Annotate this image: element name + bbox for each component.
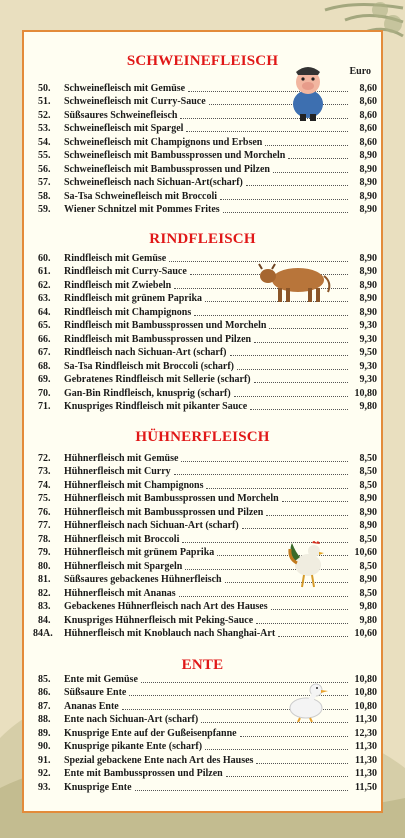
menu-item-number: 82. (38, 587, 51, 599)
menu-item-name: Süßsaures gebackenes Hühnerfleisch (64, 574, 222, 585)
menu-item-row (24, 332, 381, 346)
menu-item-name: Ananas Ente (64, 700, 119, 712)
menu-item-number: 67. (38, 347, 51, 358)
menu-item-price: 8,50 (359, 587, 377, 599)
pig-chef-illustration (282, 64, 334, 122)
menu-item-name: Knusprige Ente auf der Gußeisenpfanne (64, 727, 237, 739)
menu-item-name: Schweinefleisch mit Spargel (64, 123, 184, 134)
menu-item-price: 8,90 (359, 150, 377, 161)
menu-item-price: 8,60 (359, 82, 377, 94)
menu-item-name: Spezial gebackene Ente nach Art des Hauses (64, 754, 254, 766)
dot-leader (220, 199, 348, 200)
menu-item-name: Knusprige Ente (64, 781, 132, 793)
menu-item-name: Ente mit Bambussprossen und Pilzen (64, 768, 223, 779)
menu-item-number: 81. (38, 574, 51, 585)
menu-item-price: 11,30 (355, 754, 377, 766)
menu-item-number: 84. (38, 614, 51, 626)
menu-item-number: 61. (38, 266, 51, 277)
dot-leader (266, 515, 348, 516)
menu-item-price: 10,80 (354, 673, 377, 685)
menu-item-price: 8,90 (359, 506, 377, 518)
menu-item-price: 8,90 (359, 306, 377, 318)
menu-item-price: 8,90 (359, 177, 377, 188)
menu-item-name: Rindfleisch mit Bambussprossen und Pilzen (64, 333, 252, 345)
menu-item-price: 8,50 (359, 466, 377, 477)
menu-item-row (24, 613, 381, 627)
menu-item-name: Hühnerfleisch mit Bambussprossen und Pilzen (64, 506, 264, 518)
menu-item-name: Rindfleisch mit Bambussprossen und Morcheln (64, 320, 267, 331)
menu-item-number: 68. (38, 360, 51, 372)
menu-item-price: 8,90 (359, 493, 377, 504)
dot-leader (240, 736, 348, 737)
menu-item-number: 83. (38, 601, 51, 612)
dot-leader (206, 488, 348, 489)
menu-item-number: 71. (38, 401, 51, 412)
menu-item-price: 8,90 (359, 574, 377, 585)
menu-item-row (24, 505, 381, 519)
menu-item-price: 8,60 (359, 109, 377, 121)
dot-leader (201, 722, 348, 723)
menu-item-name: Knuspriges Rindfleisch mit pikanter Sauce (64, 401, 248, 412)
menu-item-price: 10,80 (354, 700, 377, 712)
menu-item-number: 78. (38, 533, 51, 545)
section-title-huehnerfleisch: HÜHNERFLEISCH (135, 429, 270, 445)
menu-item-row (24, 492, 381, 506)
menu-item-row (24, 780, 381, 794)
dot-leader (135, 790, 348, 791)
menu-item-row (24, 451, 381, 465)
dot-leader (273, 172, 348, 173)
duck-illustration (284, 678, 330, 722)
dot-leader (278, 636, 348, 637)
menu-item-number: 60. (38, 252, 51, 264)
menu-item-price: 8,60 (359, 123, 377, 134)
menu-item-name: Rindfleisch mit grünem Paprika (64, 293, 203, 304)
menu-item-name: Hühnerfleisch mit Curry (64, 466, 171, 477)
menu-item-price: 12,30 (354, 727, 377, 739)
dot-leader (256, 763, 348, 764)
menu-item-name: Hühnerfleisch mit Knoblauch nach Shanghai-Art (64, 628, 276, 639)
menu-item-number: 84A. (33, 628, 53, 639)
menu-item-number: 58. (38, 190, 51, 202)
menu-item-row (24, 359, 381, 373)
menu-item-row (24, 519, 381, 533)
menu-item-number: 66. (38, 333, 51, 345)
menu-item-name: Hühnerfleisch mit Ananas (64, 587, 176, 599)
dot-leader (174, 474, 348, 475)
menu-item-price: 8,90 (359, 266, 377, 277)
menu-item-price: 9,80 (359, 601, 377, 612)
menu-item-row (24, 465, 381, 479)
menu-item-number: 65. (38, 320, 51, 331)
dot-leader (250, 409, 348, 410)
menu-item-number: 92. (38, 768, 51, 779)
menu-item-name: Süßsaures Schweinefleisch (64, 109, 178, 121)
menu-item-number: 70. (38, 387, 51, 399)
menu-item-row (24, 346, 381, 360)
dot-leader (269, 328, 348, 329)
menu-item-name: Knuspriges Hühnerfleisch mit Peking-Sauce (64, 614, 254, 626)
menu-item-name: Hühnerfleisch mit grünem Paprika (64, 547, 215, 558)
dot-leader (271, 609, 348, 610)
menu-item-name: Hühnerfleisch mit Gemüse (64, 452, 179, 464)
dot-leader (265, 145, 348, 146)
menu-item-number: 88. (38, 714, 51, 725)
dot-leader (226, 776, 348, 777)
menu-item-name: Gebackenes Hühnerfleisch nach Art des Hauses (64, 601, 268, 612)
menu-item-price: 11,50 (355, 781, 377, 793)
menu-item-name: Schweinefleisch nach Sichuan-Art(scharf) (64, 177, 243, 188)
menu-item-row (24, 203, 381, 217)
menu-item-number: 57. (38, 177, 51, 188)
menu-item-number: 93. (38, 781, 51, 793)
menu-item-price: 8,90 (359, 204, 377, 215)
menu-item-name: Sa-Tsa Schweinefleisch mit Broccoli (64, 190, 218, 202)
menu-item-name: Knusprige pikante Ente (scharf) (64, 741, 203, 752)
section-title-schweinefleisch: SCHWEINEFLEISCH (126, 53, 279, 69)
currency-label: Euro (349, 66, 371, 77)
menu-item-number: 72. (38, 452, 51, 464)
menu-item-number: 80. (38, 560, 51, 572)
menu-item-name: Gan-Bin Rindfleisch, knusprig (scharf) (64, 387, 231, 399)
menu-item-name: Schweinefleisch mit Bambussprossen und Morcheln (64, 150, 286, 161)
menu-item-price: 9,30 (359, 320, 377, 331)
menu-item-price: 10,60 (354, 628, 377, 639)
dot-leader (254, 342, 348, 343)
menu-item-name: Süßsaure Ente (64, 687, 127, 698)
dot-leader (179, 596, 348, 597)
menu-item-number: 89. (38, 727, 51, 739)
menu-item-name: Rindfleisch nach Sichuan-Art (scharf) (64, 347, 227, 358)
menu-item-price: 9,80 (359, 614, 377, 626)
menu-item-number: 63. (38, 293, 51, 304)
menu-item-row (24, 319, 381, 333)
dot-leader (282, 501, 348, 502)
menu-item-row (24, 162, 381, 176)
menu-item-row (24, 753, 381, 767)
dot-leader (194, 315, 348, 316)
menu-item-name: Schweinefleisch mit Bambussprossen und Pilzen (64, 163, 270, 175)
dot-leader (205, 749, 348, 750)
menu-item-number: 79. (38, 547, 51, 558)
dot-leader (237, 369, 348, 370)
menu-item-price: 8,50 (359, 452, 377, 464)
menu-item-price: 8,90 (359, 163, 377, 175)
menu-item-name: Hühnerfleisch mit Broccoli (64, 533, 180, 545)
menu-item-name: Sa-Tsa Rindfleisch mit Broccoli (scharf) (64, 360, 234, 372)
menu-item-price: 9,80 (359, 401, 377, 412)
dot-leader (186, 131, 348, 132)
section-title-ente: ENTE (181, 657, 224, 673)
menu-item-number: 90. (38, 741, 51, 752)
menu-item-name: Gebratenes Rindfleisch mit Sellerie (scharf) (64, 374, 251, 385)
menu-item-price: 9,30 (359, 374, 377, 385)
menu-item-number: 51. (38, 96, 51, 107)
menu-item-name: Hühnerfleisch mit Champignons (64, 479, 204, 491)
dot-leader (223, 212, 348, 213)
menu-panel (22, 30, 383, 813)
menu-item-name: Hühnerfleisch nach Sichuan-Art (scharf) (64, 520, 239, 531)
menu-item-price: 9,50 (359, 347, 377, 358)
menu-item-name: Schweinefleisch mit Champignons und Erbsen (64, 136, 263, 148)
menu-item-name: Schweinefleisch mit Curry-Sauce (64, 96, 206, 107)
menu-item-price: 8,90 (359, 293, 377, 304)
menu-item-price: 8,60 (359, 136, 377, 148)
menu-item-row (24, 122, 381, 136)
menu-item-number: 64. (38, 306, 51, 318)
dot-leader (230, 355, 348, 356)
menu-item-price: 11,30 (355, 714, 377, 725)
menu-item-price: 8,60 (359, 96, 377, 107)
dot-leader (242, 528, 348, 529)
menu-item-row (24, 740, 381, 754)
menu-item-number: 74. (38, 479, 51, 491)
menu-item-number: 50. (38, 82, 51, 94)
menu-item-price: 11,30 (355, 741, 377, 752)
menu-item-number: 87. (38, 700, 51, 712)
dot-leader (254, 382, 348, 383)
menu-item-price: 8,50 (359, 479, 377, 491)
menu-item-number: 59. (38, 204, 51, 215)
dot-leader (288, 158, 348, 159)
menu-item-price: 10,80 (354, 387, 377, 399)
menu-item-number: 55. (38, 150, 51, 161)
menu-item-row (24, 726, 381, 740)
menu-item-price: 8,90 (359, 190, 377, 202)
menu-item-name: Ente nach Sichuan-Art (scharf) (64, 714, 199, 725)
menu-item-row (24, 600, 381, 614)
menu-item-row (24, 767, 381, 781)
menu-item-number: 86. (38, 687, 51, 698)
menu-item-price: 10,80 (354, 687, 377, 698)
menu-item-row (24, 305, 381, 319)
menu-item-price: 8,90 (359, 520, 377, 531)
menu-item-number: 91. (38, 754, 51, 766)
menu-item-price: 8,50 (359, 533, 377, 545)
menu-item-price: 11,30 (355, 768, 377, 779)
menu-item-price: 10,60 (354, 547, 377, 558)
menu-item-row (24, 176, 381, 190)
menu-item-name: Rindfleisch mit Champignons (64, 306, 192, 318)
menu-item-number: 53. (38, 123, 51, 134)
menu-item-price: 9,30 (359, 333, 377, 345)
menu-item-number: 56. (38, 163, 51, 175)
menu-item-number: 76. (38, 506, 51, 518)
menu-item-number: 75. (38, 493, 51, 504)
menu-item-row (24, 149, 381, 163)
menu-item-price: 8,90 (359, 279, 377, 291)
menu-item-row (24, 189, 381, 203)
dot-leader (234, 396, 348, 397)
dot-leader (256, 623, 348, 624)
dot-leader (246, 185, 348, 186)
dot-leader (181, 461, 348, 462)
menu-item-row (24, 135, 381, 149)
menu-item-price: 9,30 (359, 360, 377, 372)
menu-item-name: Rindfleisch mit Zwiebeln (64, 279, 172, 291)
menu-item-row (24, 478, 381, 492)
menu-item-name: Wiener Schnitzel mit Pommes Frites (64, 204, 220, 215)
menu-item-name: Hühnerfleisch mit Spargeln (64, 560, 183, 572)
menu-item-number: 73. (38, 466, 51, 477)
rooster-illustration (286, 537, 332, 589)
menu-item-number: 54. (38, 136, 51, 148)
menu-item-name: Hühnerfleisch mit Bambussprossen und Morcheln (64, 493, 279, 504)
menu-item-number: 52. (38, 109, 51, 121)
menu-item-name: Rindfleisch mit Curry-Sauce (64, 266, 187, 277)
cow-illustration (256, 260, 334, 304)
section-title-rindfleisch: RINDFLEISCH (149, 231, 256, 247)
menu-item-number: 77. (38, 520, 51, 531)
menu-item-row (24, 400, 381, 414)
menu-item-number: 62. (38, 279, 51, 291)
menu-item-row (24, 627, 381, 641)
menu-item-price: 8,90 (359, 252, 377, 264)
menu-item-name: Rindfleisch mit Gemüse (64, 252, 167, 264)
menu-item-price: 8,50 (359, 560, 377, 572)
menu-item-name: Ente mit Gemüse (64, 673, 138, 685)
menu-item-number: 85. (38, 673, 51, 685)
menu-item-row (24, 373, 381, 387)
menu-item-number: 69. (38, 374, 51, 385)
menu-item-row (24, 386, 381, 400)
menu-item-name: Schweinefleisch mit Gemüse (64, 82, 186, 94)
